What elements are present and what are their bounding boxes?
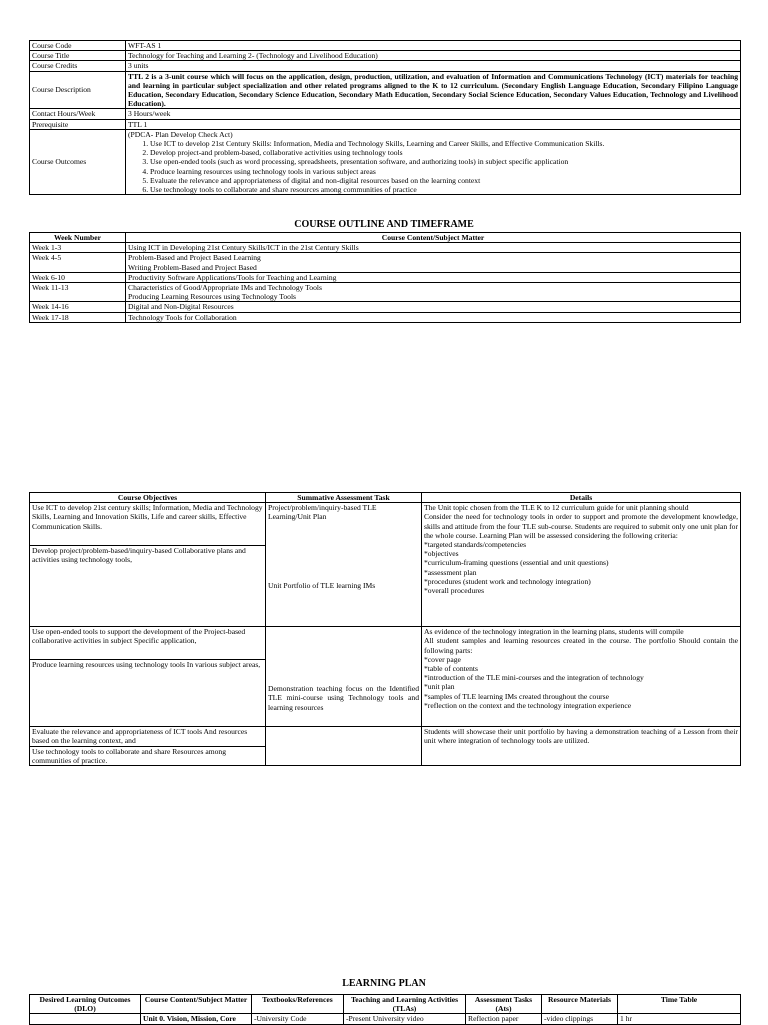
- outline-header-row: [30, 233, 741, 243]
- assessment-header: Assessment Tasks (Ats): [466, 995, 542, 1014]
- details-text: As evidence of the technology integration in the learning plans, students will compile All student samples and learning resources created in the course. The portfolio Should contain the following parts:: [424, 627, 738, 655]
- course-objectives-header: Course Objectives: [30, 493, 266, 503]
- timetable-cell: 1 hr: [618, 1014, 741, 1024]
- course-outcomes-label: Course Outcomes: [30, 129, 126, 194]
- objectives-assessment-table: [29, 492, 741, 766]
- table-row: [30, 283, 741, 302]
- week-number-header: Week Number: [30, 233, 126, 243]
- parts-list: [424, 655, 738, 710]
- course-outcomes-row: [30, 129, 741, 194]
- outcome-item: 5. Evaluate the relevance and appropriateness of digital and non-digital resources based on the learning context: [150, 176, 738, 185]
- objective-cell: Use open-ended tools to support the development of the Project-based collaborative activities in subject Specific application,: [30, 627, 266, 660]
- outcome-item: 2. Develop project-and problem-based, collaborative activities using technology tools: [150, 148, 738, 157]
- prerequisite-label: Prerequisite: [30, 119, 126, 129]
- outcomes-intro: (PDCA- Plan Develop Check Act): [128, 129, 233, 139]
- outcome-item: 4. Produce learning resources using technology tools in various subject areas: [150, 167, 738, 176]
- course-code-label: Course Code: [30, 41, 126, 51]
- dlo-cell: [30, 1014, 141, 1024]
- objectives-header-row: [30, 493, 741, 503]
- table-row: [30, 1014, 741, 1024]
- objective-cell: Use ICT to develop 21st century skills; Information, Media and Technology Skills, Learning and Innovation Skills, Life and career skills, Effective Communication Skills.: [30, 503, 266, 546]
- list-item: *curriculum-framing questions (essential and unit questions): [424, 558, 609, 568]
- references-cell: -University Code: [252, 1014, 344, 1024]
- prerequisite-value: TTL 1: [126, 119, 741, 129]
- objectives-row: [30, 627, 741, 660]
- list-item: *samples of TLE learning IMs created throughout the course: [424, 691, 610, 701]
- course-title-row: [30, 51, 741, 61]
- course-credits-row: [30, 61, 741, 71]
- learning-plan-heading: LEARNING PLAN: [342, 978, 426, 989]
- content-header: Course Content/Subject Matter: [126, 233, 741, 243]
- course-outline-table: [29, 232, 741, 323]
- learning-plan-table: [29, 994, 741, 1025]
- table-row: [30, 243, 741, 253]
- list-item: *procedures (student work and technology integration): [424, 576, 591, 586]
- learning-plan-header-row: [30, 995, 741, 1014]
- course-description-value: TTL 2 is a 3-unit course which will focus on the application, design, production, utilization, and evaluation of Information and Communications Technology (ICT) materials for teaching and learning in particular subject specialization and other related programs aligned to the K to 12 curriculum. (Secondary English Language Education, Secondary Filipino Language Education, Secondary Education, Secondary Science Education, Secondary Math Education, Secondary Social Science Education, Secondary Values Education, Technology and Livelihood Education).: [126, 71, 741, 109]
- task-text: Unit Portfolio of TLE learning IMs: [268, 581, 376, 591]
- details-cell: [422, 503, 741, 627]
- list-item: *targeted standards/competencies: [424, 540, 527, 550]
- list-item: *objectives: [424, 549, 459, 559]
- week-cell: Week 11-13: [30, 283, 126, 302]
- resources-header: Resource Materials: [542, 995, 618, 1014]
- content-cell: Unit 0. Vision, Mission, Core: [141, 1014, 252, 1024]
- tla-header: Teaching and Learning Activities (TLAs): [344, 995, 466, 1014]
- tla-cell: -Present University video: [344, 1014, 466, 1024]
- objective-cell: Evaluate the relevance and appropriateness of ICT tools And resources based on the learning context, and: [30, 727, 266, 746]
- week-cell: Week 14-16: [30, 302, 126, 312]
- task-text: Demonstration teaching focus on the Identified TLE mini-course using Technology tools and learning resources: [268, 684, 419, 712]
- criteria-list: [424, 540, 738, 595]
- task-cell-empty: [266, 727, 422, 766]
- outcomes-list: [128, 139, 738, 194]
- objective-cell: Develop project/problem-based/inquiry-based Collaborative plans and activities using technology tools,: [30, 546, 266, 627]
- objective-cell: Produce learning resources using technology tools In various subject areas,: [30, 660, 266, 727]
- table-row: [30, 253, 741, 272]
- table-row: [30, 302, 741, 312]
- outcome-item: 1. Use ICT to develop 21st Century Skills: Information, Media and Technology Skills, Learning and Career Skills, and Effective Communication Skills.: [150, 139, 738, 148]
- dlo-header: Desired Learning Outcomes (DLO): [30, 995, 141, 1014]
- list-item: *cover page: [424, 654, 461, 664]
- content-cell: Problem-Based and Project Based Learning Writing Problem-Based and Project Based: [126, 253, 741, 272]
- contact-hours-value: 3 Hours/week: [126, 109, 741, 119]
- objectives-row: [30, 727, 741, 746]
- course-info-table: [29, 40, 741, 195]
- content-cell: Using ICT in Developing 21st Century Skills/ICT in the 21st Century Skills: [126, 243, 741, 253]
- objective-cell: Use technology tools to collaborate and share Resources among communities of practice.: [30, 746, 266, 765]
- list-item: *reflection on the context and the technology integration experience: [424, 700, 632, 710]
- course-code-value: WFT-AS 1: [126, 41, 741, 51]
- week-cell: Week 6-10: [30, 272, 126, 282]
- content-header: Course Content/Subject Matter: [141, 995, 252, 1014]
- course-description-row: [30, 71, 741, 109]
- details-text: The Unit topic chosen from the TLE K to 12 curriculum guide for unit planning should Consider the need for technology tools in order to support and promote the development knowledge, skills and attitude from the four TLE sub-course. Students are required to submit only one unit plan for the whole course. Learning Plan will be assessed considering the following criteria:: [424, 503, 738, 540]
- week-cell: Week 17-18: [30, 312, 126, 322]
- outcome-item: 6. Use technology tools to collaborate and share resources among communities of practice: [150, 185, 738, 194]
- content-cell: Technology Tools for Collaboration: [126, 312, 741, 322]
- details-header: Details: [422, 493, 741, 503]
- course-credits-value: 3 units: [126, 61, 741, 71]
- course-credits-label: Course Credits: [30, 61, 126, 71]
- objectives-row: [30, 503, 741, 546]
- contact-hours-label: Contact Hours/Week: [30, 109, 126, 119]
- table-row: [30, 272, 741, 282]
- task-cell: [266, 581, 422, 727]
- task-cell: Project/problem/inquiry-based TLE Learning/Unit Plan: [266, 503, 422, 627]
- contact-hours-row: [30, 109, 741, 119]
- content-cell: Productivity Software Applications/Tools for Teaching and Learning: [126, 272, 741, 282]
- prerequisite-row: [30, 119, 741, 129]
- course-code-row: [30, 41, 741, 51]
- list-item: *unit plan: [424, 682, 455, 692]
- resources-cell: -video clippings: [542, 1014, 618, 1024]
- course-title-label: Course Title: [30, 51, 126, 61]
- course-description-label: Course Description: [30, 71, 126, 109]
- content-cell: Digital and Non-Digital Resources: [126, 302, 741, 312]
- assessment-cell: Reflection paper: [466, 1014, 542, 1024]
- list-item: *introduction of the TLE mini-courses and the integration of technology: [424, 673, 644, 683]
- summative-task-header: Summative Assessment Task: [266, 493, 422, 503]
- timetable-header: Time Table: [618, 995, 741, 1014]
- references-header: Textbooks/References: [252, 995, 344, 1014]
- list-item: *overall procedures: [424, 586, 485, 596]
- list-item: *table of contents: [424, 664, 478, 674]
- details-cell: [422, 627, 741, 727]
- outcome-item: 3. Use open-ended tools (such as word processing, spreadsheets, presentation software, and authorizing tools) in subject specific application: [150, 157, 738, 166]
- content-cell: Characteristics of Good/Appropriate IMs and Technology Tools Producing Learning Resources using Technology Tools: [126, 283, 741, 302]
- week-cell: Week 4-5: [30, 253, 126, 272]
- details-cell: Students will showcase their unit portfolio by having a demonstration teaching of a Lesson from their unit where integration of technology tools are utilized.: [422, 727, 741, 766]
- course-outcomes-cell: [126, 129, 741, 194]
- course-outline-heading: COURSE OUTLINE AND TIMEFRAME: [294, 219, 474, 230]
- week-cell: Week 1-3: [30, 243, 126, 253]
- course-title-value: Technology for Teaching and Learning 2- (Technology and Livelihood Education): [126, 51, 741, 61]
- table-row: [30, 312, 741, 322]
- list-item: *assessment plan: [424, 567, 477, 577]
